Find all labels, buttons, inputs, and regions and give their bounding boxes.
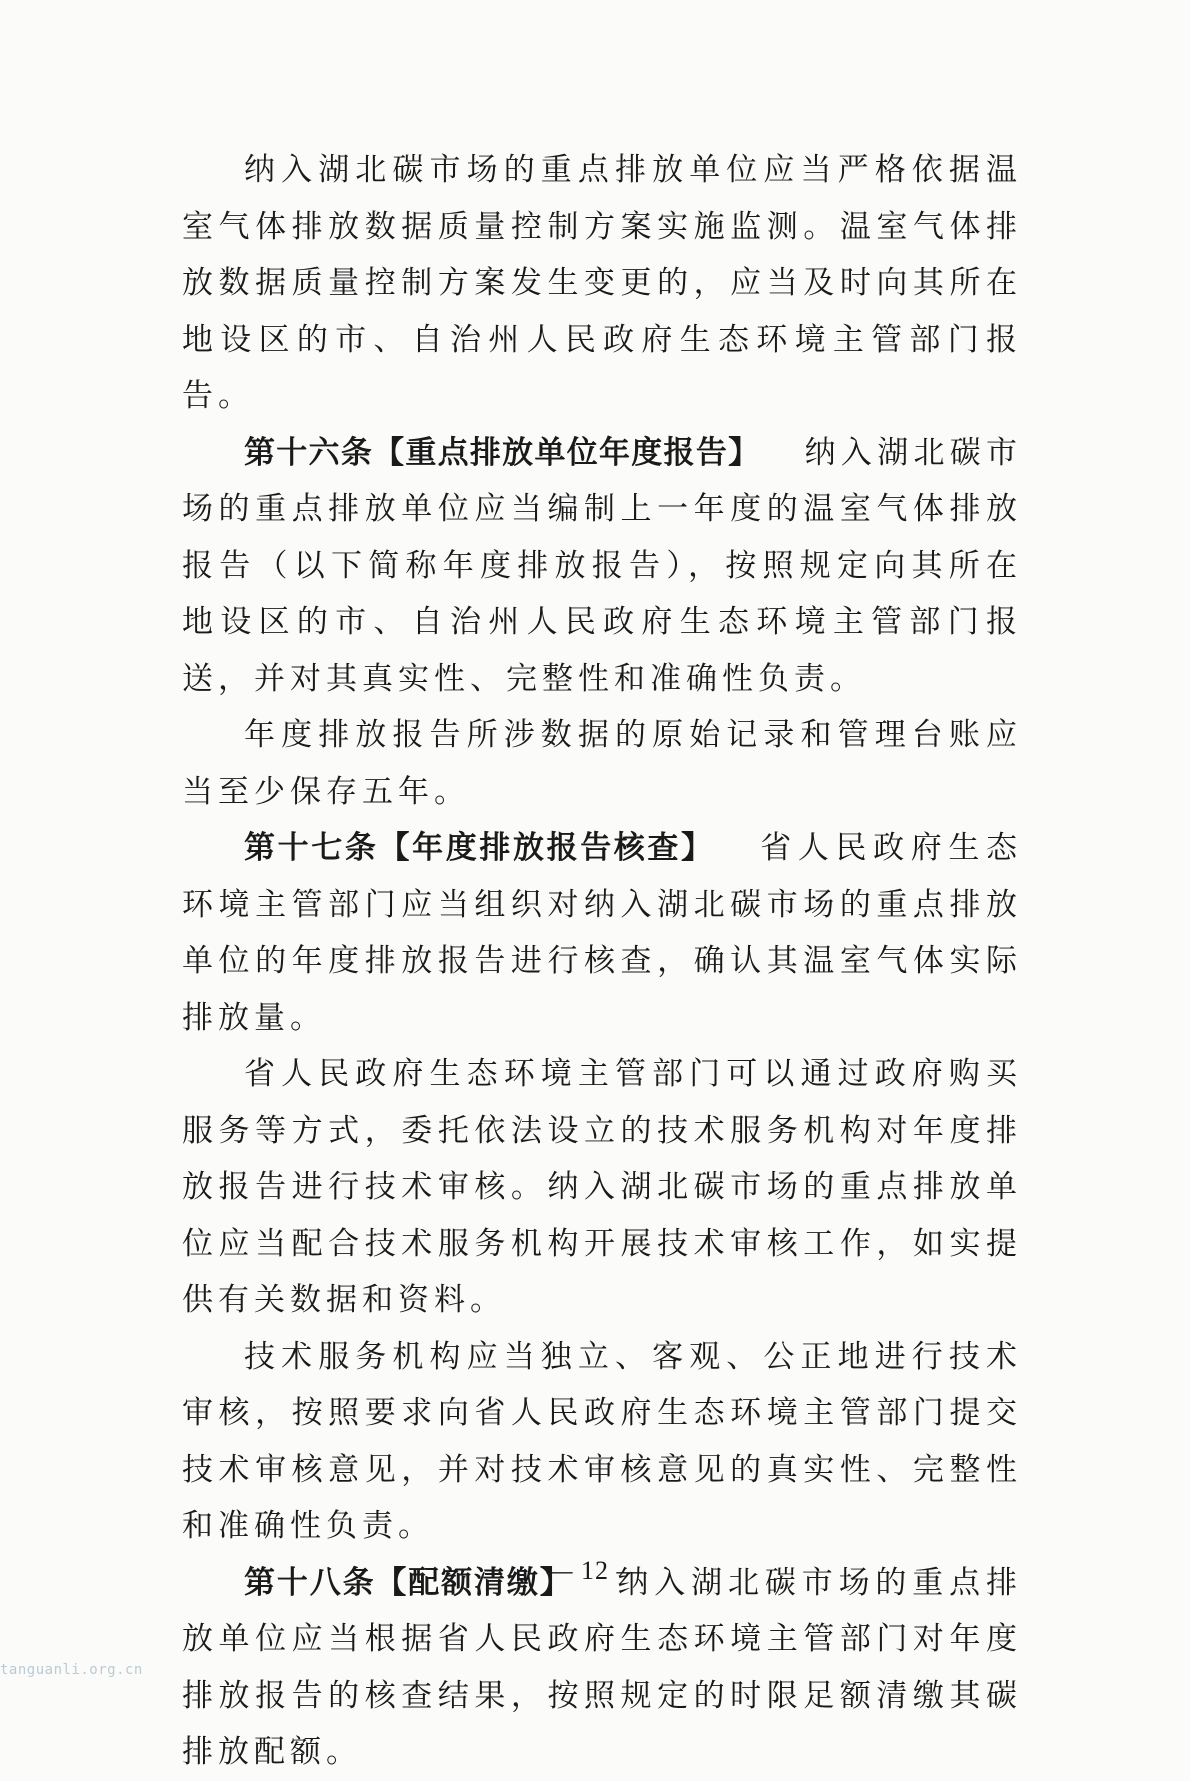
article-heading: 第十八条【配额清缴】 <box>244 1564 573 1601</box>
article-heading: 第十七条【年度排放报告核查】 <box>244 830 715 866</box>
paragraph <box>182 1329 1022 1555</box>
watermark: tanguanli.org.cn <box>0 1662 143 1678</box>
paragraph <box>182 707 1022 820</box>
paragraph <box>182 142 1022 425</box>
document-body <box>182 142 1022 1781</box>
paragraph-text: 省人民政府生态环境主管部门可以通过政府购买服务等方式，委托依法设立的技术服务机构对年度排放报告进行技术审核。纳入湖北碳市场的重点排放单位应当配合技术服务机构开展技术审核工作，如实提供有关数据和资料。 <box>182 1056 1022 1318</box>
paragraph <box>182 820 1022 1046</box>
paragraph-text: 年度排放报告所涉数据的原始记录和管理台账应当至少保存五年。 <box>182 717 1022 810</box>
paragraph <box>182 1046 1022 1329</box>
paragraph <box>182 1555 1022 1781</box>
paragraph-text: 省人民政府生态环境主管部门应当组织对纳入湖北碳市场的重点排放单位的年度排放报告进行核查，确认其温室气体实际排放量。 <box>182 830 1023 1036</box>
page-number: — 12 — <box>546 1556 644 1585</box>
paragraph-text: 技术服务机构应当独立、客观、公正地进行技术审核，按照要求向省人民政府生态环境主管部门提交技术审核意见，并对技术审核意见的真实性、完整性和准确性负责。 <box>182 1338 1022 1544</box>
paragraph-text: 纳入湖北碳市场的重点排放单位应当根据省人民政府生态环境主管部门对年度排放报告的核查结果，按照规定的时限足额清缴其碳排放配额。 <box>182 1564 1023 1770</box>
paragraph <box>182 425 1022 708</box>
paragraph-text: 纳入湖北碳市场的重点排放单位应当严格依据温室气体排放数据质量控制方案实施监测。温室气体排放数据质量控制方案发生变更的，应当及时向其所在地设区的市、自治州人民政府生态环境主管部门报告。 <box>182 152 1022 414</box>
paragraph-text: 纳入湖北碳市场的重点排放单位应当编制上一年度的温室气体排放报告（以下简称年度排放报告），按照规定向其所在地设区的市、自治州人民政府生态环境主管部门报送，并对其真实性、完整性和准确性负责。 <box>182 434 1023 697</box>
article-heading: 第十六条【重点排放单位年度报告】 <box>244 434 761 471</box>
